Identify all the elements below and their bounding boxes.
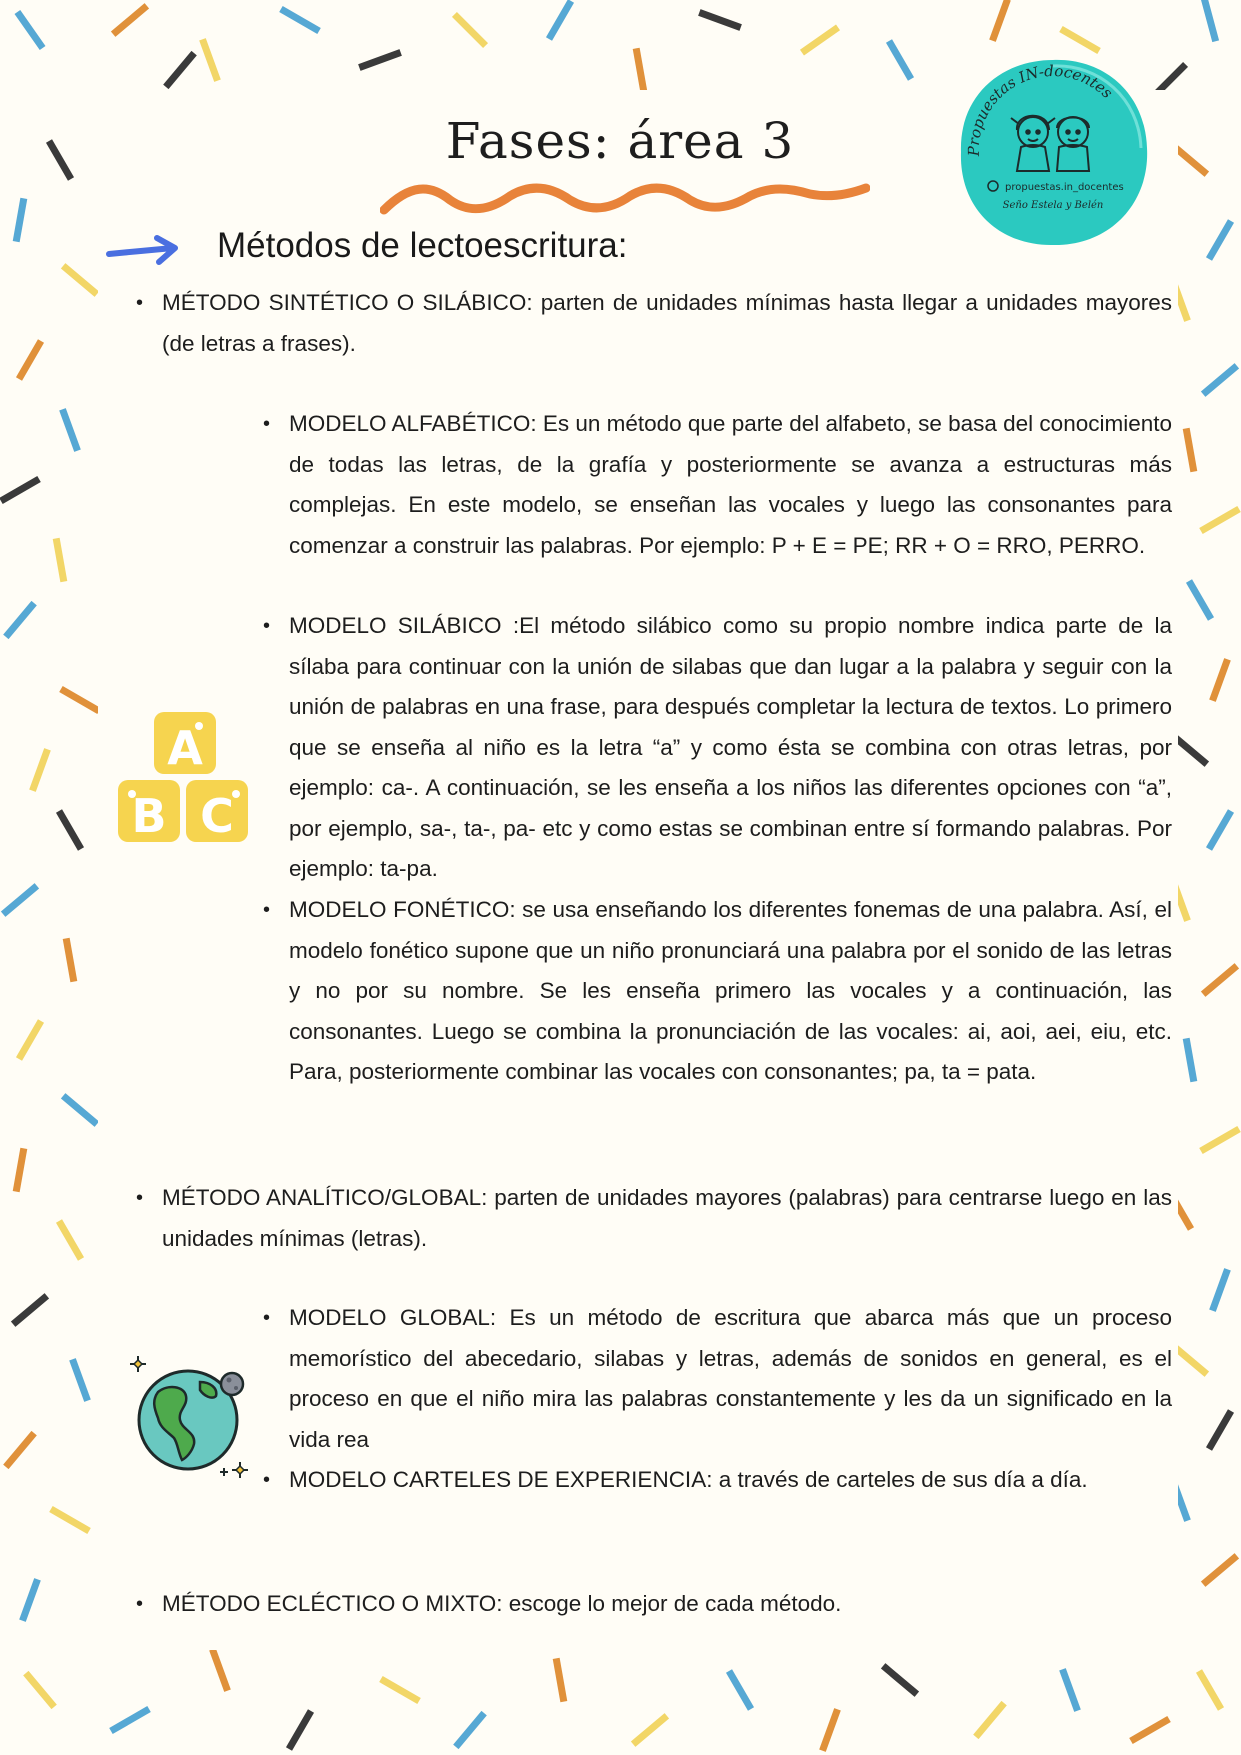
sprinkle: [1173, 736, 1207, 764]
sprinkle: [456, 1713, 484, 1747]
sprinkle: [62, 409, 77, 450]
block-letter-a: A: [167, 721, 203, 775]
sprinkle: [889, 41, 911, 79]
sprinkle: [113, 6, 147, 34]
sprinkle: [454, 14, 485, 45]
sprinkle: [1201, 509, 1239, 531]
sprinkle: [976, 1703, 1004, 1737]
sprinkle: [1, 479, 39, 501]
sprinkle: [13, 1296, 47, 1324]
sprinkle: [61, 689, 99, 711]
sprinkle: [166, 53, 194, 87]
sprinkle: [16, 1148, 24, 1191]
sprinkle: [1186, 1038, 1194, 1081]
sprinkle: [556, 1658, 564, 1701]
sprinkle: [32, 749, 47, 790]
sprinkle: [1204, 0, 1215, 41]
list-bullet: •: [263, 1469, 271, 1491]
list-item-metodo-sintetico: MÉTODO SINTÉTICO O SILÁBICO: parten de unidades mínimas hasta llegar a unidades mayores (de letras a frases).: [162, 290, 1172, 356]
sprinkle: [1203, 1556, 1237, 1584]
sprinkle: [19, 1021, 41, 1059]
sprinkle: [49, 141, 71, 179]
sprinkle: [802, 27, 838, 52]
sprinkle: [1189, 581, 1211, 619]
logo-authors: Seño Estela y Belén: [1002, 200, 1104, 211]
sprinkle: [381, 1679, 419, 1701]
sprinkle: [63, 266, 97, 294]
sprinkle: [1061, 29, 1099, 51]
sprinkle: [633, 1716, 667, 1744]
sprinkle: [212, 1649, 227, 1690]
list-item-metodo-analitico: MÉTODO ANALÍTICO/GLOBAL: parten de unidades mayores (palabras) para centrarse luego en las unidades mínimas (letras).: [162, 1185, 1172, 1251]
sprinkle: [1212, 659, 1227, 700]
sprinkle: [1209, 811, 1231, 849]
sprinkle: [1209, 1411, 1231, 1449]
list-item-metodo-eclectico: MÉTODO ECLÉCTICO O MIXTO: escoge lo mejor de cada método.: [162, 1591, 842, 1616]
sprinkle: [1212, 1269, 1227, 1310]
sprinkle: [63, 1096, 97, 1124]
list-item-modelo-silabico: MODELO SILÁBICO :El método silábico como su propio nombre indica parte de la sílaba para continuar con la unión de silabas que dan lugar a la palabra y seguir con la unión de palabras en una frase, para después completar la lectura de textos. Lo primero que se enseña al niño es la letra “a” y como ésta se combina con otras letras, por ejemplo: ca-. A continuación, se les enseña a los niños las diferentes opciones con “a”, por ejemplo, sa-, ta-, pa- etc y como estas se combinan entre sí formando palabras. Por ejemplo: ta-pa.: [289, 613, 1172, 881]
sprinkle: [281, 9, 319, 31]
list-bullet: •: [263, 413, 271, 435]
title-underline-squiggle: [380, 180, 870, 220]
sprinkle: [6, 603, 34, 637]
sprinkle: [3, 886, 37, 914]
sprinkle: [1203, 366, 1237, 394]
sprinkle: [359, 52, 400, 67]
list-bullet: •: [136, 1593, 144, 1615]
sprinkle: [1201, 1129, 1239, 1151]
sprinkle: [992, 0, 1007, 41]
brand-logo: [953, 52, 1153, 252]
sprinkle: [1186, 428, 1194, 471]
list-bullet: •: [136, 1187, 144, 1209]
sprinkle: [822, 1709, 837, 1750]
sprinkle: [202, 39, 217, 80]
sprinkle: [1131, 1719, 1169, 1741]
sprinkle: [26, 1673, 54, 1707]
globe-icon: [124, 1352, 260, 1480]
list-bullet: •: [263, 615, 271, 637]
list-bullet: •: [263, 899, 271, 921]
sprinkle: [549, 1, 571, 39]
sprinkle: [59, 1221, 81, 1259]
sprinkle: [289, 1711, 311, 1749]
sprinkle: [51, 1509, 89, 1531]
abc-blocks-icon: [116, 708, 252, 844]
list-item-modelo-alfabetico: MODELO ALFABÉTICO: Es un método que parte del alfabeto, se basa del conocimiento de todas las letras, de la grafía y posteriormente se avanza a estructuras más complejas. En este modelo, se enseñan las vocales y luego las consonantes para comenzar a construir las palabras. Por ejemplo: P + E = PE; RR + O = RRO, PERRO.: [289, 411, 1172, 558]
sprinkle: [1199, 1671, 1221, 1709]
sprinkle: [1062, 1669, 1077, 1710]
sprinkle: [1203, 966, 1237, 994]
sprinkle: [66, 938, 74, 981]
sprinkle: [6, 1433, 34, 1467]
sprinkle: [17, 12, 42, 48]
arrow-right-icon: [105, 234, 181, 268]
block-letter-b: B: [131, 789, 167, 843]
sprinkle: [59, 811, 81, 849]
sprinkle: [883, 1666, 917, 1694]
sprinkle: [1173, 1346, 1207, 1374]
list-item-modelo-carteles: MODELO CARTELES DE EXPERIENCIA: a través de carteles de sus día a día.: [289, 1467, 1088, 1492]
sprinkle: [19, 341, 41, 379]
sprinkle: [16, 198, 24, 241]
sprinkle: [72, 1359, 87, 1400]
sprinkle: [1209, 221, 1231, 259]
sprinkle: [636, 48, 644, 91]
sprinkle: [1173, 146, 1207, 174]
list-item-modelo-fonetico: MODELO FONÉTICO: se usa enseñando los diferentes fonemas de una palabra. Así, el modelo fonético supone que un niño pronunciará una palabra por el sonido de las letras y no por su nombre. Se les enseña primero las vocales y a continuación, las consonantes. Luego se combina la pronunciación de las vocales: ai, aoi, aei, eiu, etc. Para, posteriormente combinar las vocales con consonantes; pa, ta = pata.: [289, 897, 1172, 1084]
sprinkle: [56, 538, 64, 581]
sprinkle: [699, 12, 740, 27]
list-bullet: •: [263, 1307, 271, 1329]
page-title: Fases: área 3: [445, 112, 795, 170]
logo-brand-text: Propuestas IN-docentes: [964, 61, 1117, 157]
list-bullet: •: [136, 292, 144, 314]
logo-handle: propuestas.in_docentes: [1005, 182, 1124, 193]
sprinkle: [729, 1671, 751, 1709]
section-subtitle: Métodos de lectoescritura:: [217, 226, 628, 265]
sprinkle: [111, 1709, 149, 1731]
list-item-modelo-global: MODELO GLOBAL: Es un método de escritura que abarca más que un proceso memorístico del abecedario, silabas y letras, además de sonidos en general, es el proceso en que el niño mira las palabras constantemente y les da un significado en la vida rea: [289, 1305, 1172, 1452]
sprinkle: [22, 1579, 37, 1620]
block-letter-c: C: [200, 789, 234, 843]
